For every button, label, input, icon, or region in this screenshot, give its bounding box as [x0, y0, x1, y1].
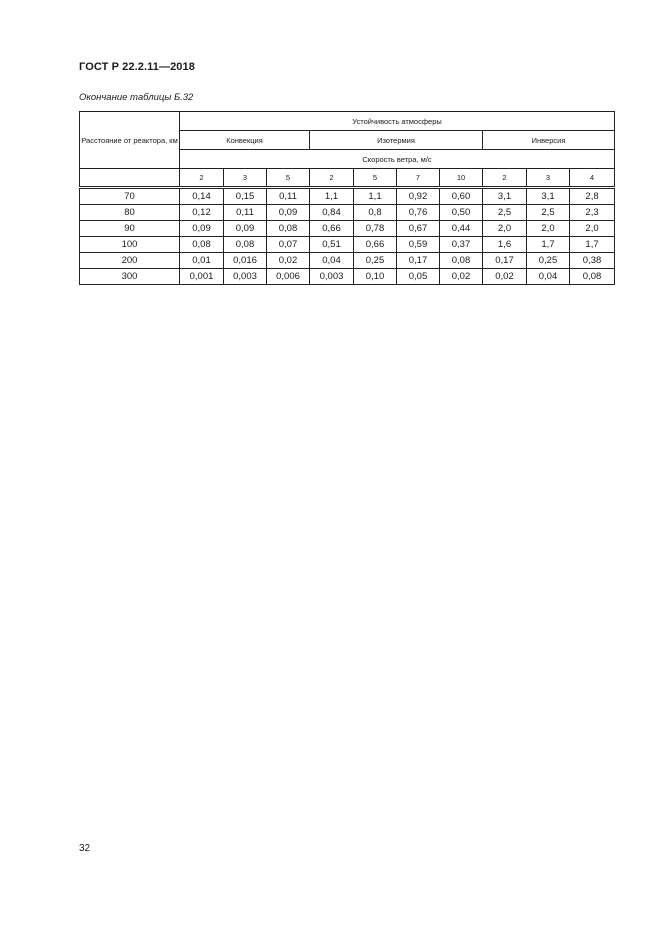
value-cell: 0,25: [527, 253, 570, 269]
value-cell: 0,08: [267, 221, 310, 237]
distance-cell: 90: [80, 221, 180, 237]
value-cell: 0,04: [310, 253, 354, 269]
value-cell: 0,01: [180, 253, 224, 269]
value-cell: 0,84: [310, 205, 354, 221]
value-cell: 0,37: [440, 237, 483, 253]
value-cell: 0,60: [440, 188, 483, 205]
value-cell: 3,1: [527, 188, 570, 205]
speed-header-cell: 3: [527, 169, 570, 188]
value-cell: 3,1: [483, 188, 527, 205]
value-cell: 0,14: [180, 188, 224, 205]
speed-header-cell: 5: [354, 169, 397, 188]
value-cell: 0,006: [267, 269, 310, 285]
table-row: [80, 188, 615, 205]
dispersion-table: [79, 111, 615, 285]
value-cell: 0,04: [527, 269, 570, 285]
group-header-convection: Конвекция: [180, 131, 310, 150]
group-header-isothermy: Изотермия: [310, 131, 483, 150]
value-cell: 0,17: [483, 253, 527, 269]
value-cell: 0,11: [224, 205, 267, 221]
table-row: [80, 237, 615, 253]
value-cell: 0,67: [397, 221, 440, 237]
value-cell: 0,09: [180, 221, 224, 237]
distance-cell: 300: [80, 269, 180, 285]
table-row: [80, 253, 615, 269]
value-cell: 0,003: [224, 269, 267, 285]
value-cell: 2,3: [570, 205, 615, 221]
document-header: ГОСТ Р 22.2.11—2018: [79, 61, 195, 73]
value-cell: 0,51: [310, 237, 354, 253]
speed-header-cell: 5: [267, 169, 310, 188]
value-cell: 0,09: [267, 205, 310, 221]
distance-column-header: Расстояние от реактора, км: [80, 112, 180, 169]
value-cell: 0,11: [267, 188, 310, 205]
value-cell: 0,08: [180, 237, 224, 253]
value-cell: 0,08: [224, 237, 267, 253]
group-header-inversion: Инверсия: [483, 131, 615, 150]
value-cell: 1,7: [570, 237, 615, 253]
value-cell: 0,003: [310, 269, 354, 285]
table-row: [80, 269, 615, 285]
table-caption: Окончание таблицы Б.32: [79, 92, 194, 103]
value-cell: 0,44: [440, 221, 483, 237]
value-cell: 0,50: [440, 205, 483, 221]
value-cell: 0,07: [267, 237, 310, 253]
value-cell: 1,7: [527, 237, 570, 253]
value-cell: 0,78: [354, 221, 397, 237]
table-row: [80, 205, 615, 221]
wind-speed-header: Скорость ветра, м/с: [180, 150, 615, 169]
value-cell: 0,001: [180, 269, 224, 285]
value-cell: 1,1: [354, 188, 397, 205]
value-cell: 0,66: [310, 221, 354, 237]
value-cell: 0,12: [180, 205, 224, 221]
value-cell: 2,0: [483, 221, 527, 237]
value-cell: 0,02: [483, 269, 527, 285]
value-cell: 2,5: [483, 205, 527, 221]
speed-header-cell: 3: [224, 169, 267, 188]
value-cell: 2,0: [527, 221, 570, 237]
distance-cell: 80: [80, 205, 180, 221]
value-cell: 1,6: [483, 237, 527, 253]
value-cell: 0,016: [224, 253, 267, 269]
distance-cell: 70: [80, 188, 180, 205]
value-cell: 2,5: [527, 205, 570, 221]
speed-header-cell: 10: [440, 169, 483, 188]
value-cell: 0,15: [224, 188, 267, 205]
value-cell: 0,08: [570, 269, 615, 285]
speed-header-cell: 4: [570, 169, 615, 188]
table-row: [80, 221, 615, 237]
page-number: 32: [79, 843, 91, 854]
value-cell: 1,1: [310, 188, 354, 205]
speed-header-cell: 7: [397, 169, 440, 188]
value-cell: 0,02: [267, 253, 310, 269]
distance-cell: 200: [80, 253, 180, 269]
value-cell: 0,8: [354, 205, 397, 221]
value-cell: 0,10: [354, 269, 397, 285]
value-cell: 0,02: [440, 269, 483, 285]
value-cell: 2,0: [570, 221, 615, 237]
value-cell: 0,25: [354, 253, 397, 269]
distance-cell: 100: [80, 237, 180, 253]
speed-header-cell: 2: [180, 169, 224, 188]
value-cell: 0,08: [440, 253, 483, 269]
distance-header-blank: [80, 169, 180, 188]
value-cell: 0,66: [354, 237, 397, 253]
value-cell: 0,76: [397, 205, 440, 221]
speed-header-cell: 2: [310, 169, 354, 188]
value-cell: 0,09: [224, 221, 267, 237]
speed-header-cell: 2: [483, 169, 527, 188]
value-cell: 0,59: [397, 237, 440, 253]
value-cell: 0,38: [570, 253, 615, 269]
value-cell: 0,92: [397, 188, 440, 205]
value-cell: 0,17: [397, 253, 440, 269]
value-cell: 0,05: [397, 269, 440, 285]
value-cell: 2,8: [570, 188, 615, 205]
stability-header: Устойчивость атмосферы: [180, 112, 615, 131]
